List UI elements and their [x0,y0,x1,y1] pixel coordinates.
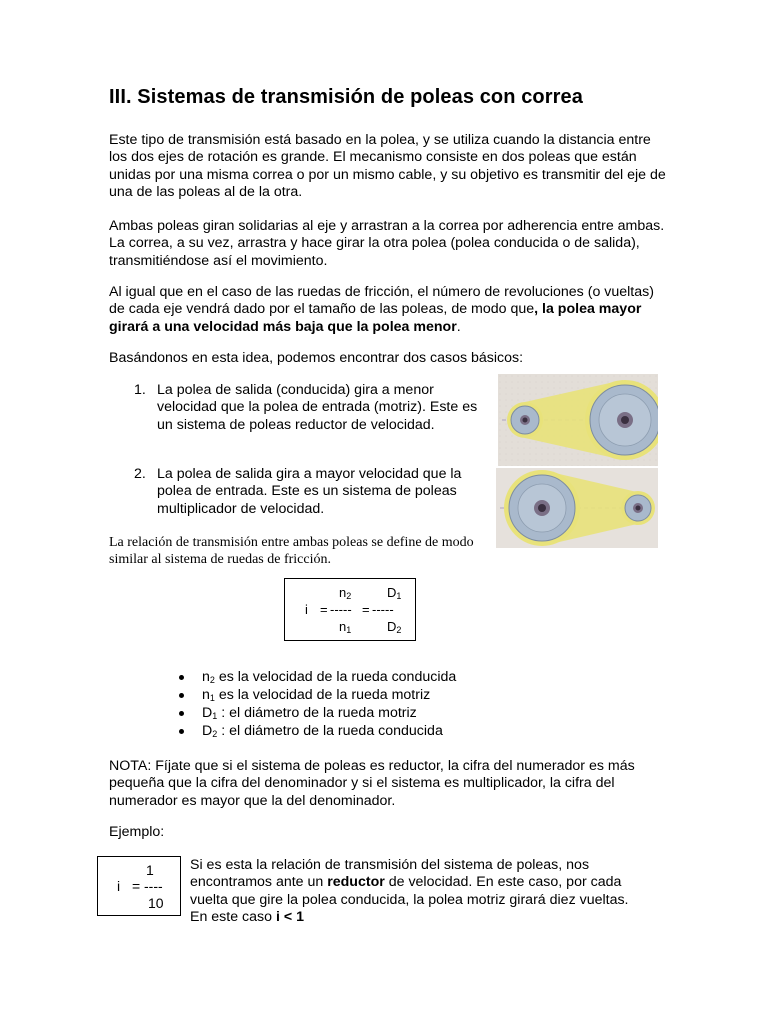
paragraph-basic-cases: Basándonos en esta idea, podemos encontrar dos casos básicos: [109,350,524,366]
example-numerator: 1 [146,862,154,878]
variable-list [176,668,456,740]
bullet-dot [179,729,184,734]
relation-text: La relación de transmisión entre ambas poleas se define de modo similar al sistema de ruedas de fricción. [109,535,474,567]
paragraph-adherence: Ambas poleas giran solidarias al eje y arrastran a la correa por adherencia entre ambas. La correa, a su vez, arrastra y hace girar la otra polea (polea conducida o de salida), transmitiéndose así el movimiento. [109,218,665,269]
example-formula-box [97,856,181,916]
formula-dashes-2: ----- [372,602,394,617]
paragraph-revolutions [109,284,669,336]
nota-paragraph: NOTA: Fíjate que si el sistema de poleas es reductor, la cifra del numerador es más pequeña que la cifra del denominador y si el sistema es multiplicador, la cifra del numerador es mayor que la del denominador. [109,758,635,809]
list-item: $D_2$ : el diámetro de la rueda conducida [176,722,456,740]
example-text-bold: reductor [327,874,385,891]
pulley-reductor-image [498,374,658,466]
formula-i: i [305,602,308,617]
example-paragraph [190,857,640,927]
example-text-conclusion: i < 1 [275,909,304,926]
case-item-reductor [134,382,494,442]
example-eq: = [132,878,141,894]
example-denominator: 10 [148,895,164,911]
example-text-c: de velocidad. En este caso, por cada vuelta que gire la polea conducida, la polea motriz girará diez vueltas. En este caso [190,874,629,926]
formula-n2: $n_2$ [339,585,352,601]
paragraph-intro: Este tipo de transmisión está basado en la polea, y se utiliza cuando la distancia entre los dos ejes de rotación es grande. El mecanismo consiste en dos poleas que están unidas por una misma correa o por un mismo cable, y su objetivo es transmitir del eje de una de las poleas al de la otra. [109,132,666,201]
formula-n1: $n_1$ [339,619,352,635]
example-i: i [117,878,121,894]
case-text: La polea de salida gira a mayor velocidad que la polea de entrada. Este es un sistema de poleas multiplicador de velocidad. [157,466,462,517]
formula-eq-1: = [320,602,328,617]
formula-eq-2: = [362,602,370,617]
paragraph-revolutions-end: . [456,318,461,335]
formula-D2: $D_2$ [387,619,402,635]
formula-D1: $D_1$ [387,585,402,601]
list-item: $n_2$ es la velocidad de la rueda conducida [176,668,456,686]
bullet-dot [179,711,184,716]
bullet-dot [179,693,184,698]
list-item: $D_1$ : el diámetro de la rueda motriz [176,704,456,722]
case-number: 2. [134,466,146,482]
formula-box [284,578,416,641]
example-text-a: Si es esta la relación de transmisión del sistema de poleas, nos encontramos ante un [190,857,590,891]
case-text: La polea de salida (conducida) gira a menor velocidad que la polea de entrada (motriz). Este es un sistema de poleas reductor de velocidad. [157,382,478,433]
list-item: $n_1$ es la velocidad de la rueda motriz [176,686,456,704]
formula-dashes-1: ----- [330,602,352,617]
bullet-dot [179,675,184,680]
pulley-multiplicador-image [496,468,658,548]
ejemplo-label: Ejemplo: [109,824,165,840]
paragraph-revolutions-text: Al igual que en el caso de las ruedas de fricción, el número de revoluciones (o vueltas) de cada eje vendrá dado por el tamaño de las poleas, de modo que [109,284,654,318]
example-dashes: ---- [144,878,163,894]
paragraph-revolutions-bold: , la polea mayor girará a una velocidad más baja que la polea menor [109,301,642,335]
case-number: 1. [134,382,146,398]
section-title: III. Sistemas de transmisión de poleas con correa [109,86,583,108]
case-item-multiplicador [134,466,494,526]
